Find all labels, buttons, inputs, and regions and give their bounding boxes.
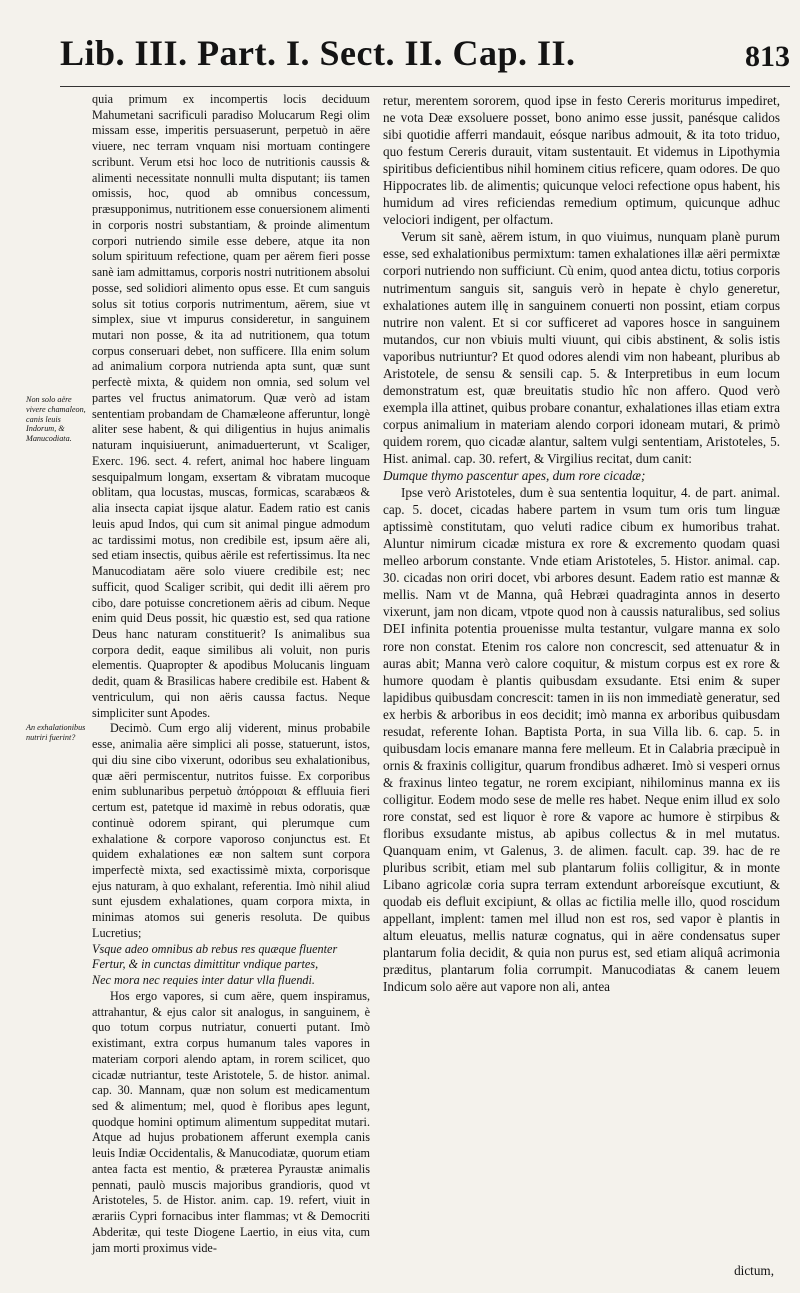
left-column: [92, 92, 370, 1256]
header-rule: [60, 86, 790, 87]
margin-note: Non solo aëre vivere chamaleon, canis leuis Indorum, & Manucodiata.: [26, 395, 86, 444]
right-column: [383, 92, 780, 995]
verse-quote: Vsque adeo omnibus ab rebus res quæque fluenter Fertur, & in cunctas dimittitur vndique partes, Nec mora nec requies inter datur vlla fluendi.: [92, 941, 338, 988]
paragraph: quia primum ex incompertis locis deciduum Mahumetani sacrificuli paradiso Molucarum Regi olim missam esse, imperitis persuaserunt, perpetuò in aëre viuere, nec terram vnquam nisi mortuam contingere scribunt. Verum etsi hoc loco de nutritionis caussis & alimenti necessitate nonnulli multa disputant; iis tamen omissis, hoc, quod ab omnibus concessum, præsupponimus, nutritionem esse conuersionem alimenti in corporis nostri substantiam, & proinde alimentum corpori nutriendo simile esse debere, atque ita non solum spirituum refectione, quam per aërem fieri posse sanè iam admittamus, corporis nostri nutritionem absolui posse, sed solidiori alimento opus esse. Et cum sanguis solus sit totius corporis nutrimentum, aërem, siue vt simplex, siue vt impurus consideretur, in sanguinem mutari non posse, & ita ad nutritionem, qua totum corpus conseruari debet, non sufficere. Illa enim solum ad animalium corpora nutrienda apta sunt, quæ sunt perfectè mixta, & quidem non omnia, sed solum vel partes vel fructus animatorum. Quæ verò ad istam sententiam probandam de Chamæleone afferuntur, longè aliter sese habent, & qui diligentius in hujus animalis naturam inquisiuerunt, animaduerterunt, vt Scaliger, Exerc. 196. sect. 4. refert, animal hoc habere linguam sesquipalmum longam, exsertam & vibratam mucoque oblitam, qua locustas, muscas, formicas, scarabæos & alia insecta capiat ijsque alatur. Eadem ratio est canis leuis apud Indos, qui cum sit animal pingue admodum ac tardissimi motus, non credibile est, ipsum aëre ali, sed etiam insectis, quibus aërile est refertissimus. Ita nec Manucodiatam aëre solo viuere credibile est; nec sufficit, quod Scaliger scribit, qui dedit illi aërem pro cibo, dare potuisse concretionem aëris ad cibum. Neque enim quid Deus possit, hic quæstio est, sed qua ratione Deus hanc naturam constituerit? Is animalibus sua corpora dedit, eaque similibus ali voluit, non puris elementis. Quapropter & apodibus Molucanis linguam dedit, quam & Brasilicas habere credibile est. Habent & ventriculum, qui non aëris caussa factus. Neque simpliciter sunt Apodes.: [92, 92, 370, 720]
paragraph: retur, merentem sororem, quod ipse in festo Cereris moriturus impediret, ne vota Deæ exsoluere posset, bono animo esse jussit, panésque calidos sibi quotidie afferri mandauit, eósque naribus admouit, & ita toto triduo, quo festum Cereris durauit, vitam sustentauit. Et videmus in Lipothymia spiritibus deficientibus nihil hominem citius reficere, quam odores. De quo Hippocrates lib. de alimentis; quicunque veloci refectione opus habent, his humidum ad vires reficiendas remedium optimum, quicunque adhuc velociori indigent, per olfactum.: [383, 93, 780, 228]
running-title: Lib. III. Part. I. Sect. II. Cap. II.: [60, 33, 576, 73]
paragraph: Decimò. Cum ergo alij viderent, minus probabile esse, animalia aëre simplici ali posse, statuerunt, istos, qui diu sine cibo vixerunt, odoribus seu exhalationibus, quæ aëri permiscentur, nutritos fuisse. Ex corporibus enim sublunaribus perpetuò ἀπόρροιαι & effluuia fieri certum est, patetque id maximè in rebus odoratis, quæ continuè odorem spirant, qui plerumque cum exhalatione & corpore vaporoso conjunctus est. Et quidem exhalationes eæ non saltem sunt corpora imperfectè mixta, sed exactissimè mixta, corporisque ejus naturam, à quo exhalant, referentia. Imò nihil aliud sunt ejusdem exhalationes, quam corpora mixta, in minimas atomos sui generis resoluta. De quibus Lucretius;: [92, 721, 370, 940]
paragraph: Ipse verò Aristoteles, dum è sua sententia loquitur, 4. de part. animal. cap. 5. docet, cicadas habere partem in vsum tum oris tum linguæ aptissimè constitutam, quo veluti radice cibum ex humoribus trahat. Aluntur nimirum cicadæ mistura ex rore & excremento quodam quasi melleo arborum constante. Vnde etiam Aristoteles, 5. Histor. animal. cap. 30. cicadas non oriri docet, vbi arbores desunt. Eadem ratio est mannæ & mellis. Nam vt de Manna, quâ Hebræi quadraginta annos in deserto vixerunt, jam non dicam, vtpote quod non à caussis naturalibus, sed solius DEI infinita potentia prouenisse multa testantur, vulgare manna ex solo rore non constat. Etenim ros calore non concrescit, sed attenuatur & in auras abit; Manna verò calore coquitur, & mistum corpus est ex rore & humore quodam è plantis quibusdam exsudante. Etsi enim & super lapidibus quibusdam concrescit: tamen in iis non immediatè generatur, sed ex herbis & arboribus in eos decidit; imò manna ex arboribus quibusdam resudat, referente Iohan. Baptista Porta, in sua Villa lib. 6. cap. 5. in quibusdam locis emanare manna fere melleum. Et in Calabria præcipuè in ornis & fraxinis colligitur, quarum frondibus adhæret. Imò si vesperi ornus & fraxinus linteo tegatur, ne rorem excipiant, nihilominus manna ex iis colligitur. Eodem modo sese de melle res habet. Neque enim illud ex solo rore constat, sed est liquor è rore & vapore ac humore è stirpibus & floribus exsudante mistus, ab apibus collectus & in mel mutatus. Quanquam enim, vt Galenus, 3. de alimen. facult. cap. 39. hac de re pluribus scribit, etiam mel sub plantarum foliis colligitur, & in monte Libano agricolæ coria supra terram extendunt arboreísque excutiunt, & quodab eis defluit excipiunt, & ollas ac fictilia melle illo, quod roscidum appellant, implent: tamen mel illud non est ros, sed vapor è plantis in altum eleuatus, mellis naturæ cognatus, qui in aëre condensatus super plantarum folia decidit, & quia non purus est, sed etiam aliquâ acrimonia præditus, plantarum folia corrumpit. Manucodiatas & canem leuem Indicum solo aëre aut vapore non ali, antea: [383, 485, 780, 995]
catchword: dictum,: [734, 1263, 774, 1278]
margin-note: An exhalationibus nutriri fuerint?: [26, 723, 86, 742]
verse-quote: Dumque thymo pascentur apes, dum rore cicadæ;: [383, 468, 646, 484]
page-number: 813: [745, 40, 790, 73]
page-header: [60, 30, 790, 88]
paragraph: Verum sit sanè, aërem istum, in quo viuimus, nunquam planè purum esse, sed exhalationibus permixtum: tamen exhalationes illæ aëri permixtæ corpori nutriendo non sufficiunt. Cù enim, quod antea dictu, totius corporis nutrimentum sanguis sit, sanguis verò in hepate è chylo generetur, exhalationes autem illę in sanguinem conuerti non possint, etiam corpus nutrire non valent. Et si cor sufficeret ad vapores hosce in sanguinem mutandos, cur non vbiuis multi viuunt, qui cibis abstinent, & solis istis vaporibus nutriuntur? Et quod odores alendi vim non habeant, pluribus ab Aristotele, de sensu & sensili cap. 5. & Interpretibus in eum locum demonstratum est, quæ breuitatis studio hîc non affero. Quod verò exempla illa attinet, quibus probare conantur, exhalationes illas etiam extra corpus animalium in materiam alendo corpori idoneam mutari, & primò quidem rorem, quo cicadæ alantur, saltem vulgi sententiam, Aristoteles, 5. Hist. animal. cap. 30. refert, & Virgilius recitat, dum canit:: [383, 229, 780, 466]
paragraph: Hos ergo vapores, si cum aëre, quem inspiramus, attrahantur, & ejus calor sit analogus, in sanguinem, è quo totum corpus nutriatur, conuerti putant. Imò existimant, extra corpus humanum tales vapores in materiam corpori alendo aptam, in rorem scilicet, quo cicadæ nutriantur, teste Aristotele, 5. de histor. animal. cap. 30. Mannam, quæ non solum est medicamentum sed & alimentum; mel, quod è floribus apes legunt, quodque homini optimum alimentum suppeditat mutari. Atque ad hujus probationem afferunt exempla canis leuis Indiæ Occidentalis, & Manucodiatæ, quorum etiam antea facta est mentio, & præterea Pyraustæ animalis pennati, paulò muscis majoribus grandioris, quod vt Aristoteles, 5. de Histor. anim. cap. 19. refert, viuit in ærariis Cypri fornacibus inter flammas; vt & Democriti Abderitæ, qui teste Diogene Laertio, in eius vita, cum jam morti proximus vide-: [92, 988, 370, 1255]
